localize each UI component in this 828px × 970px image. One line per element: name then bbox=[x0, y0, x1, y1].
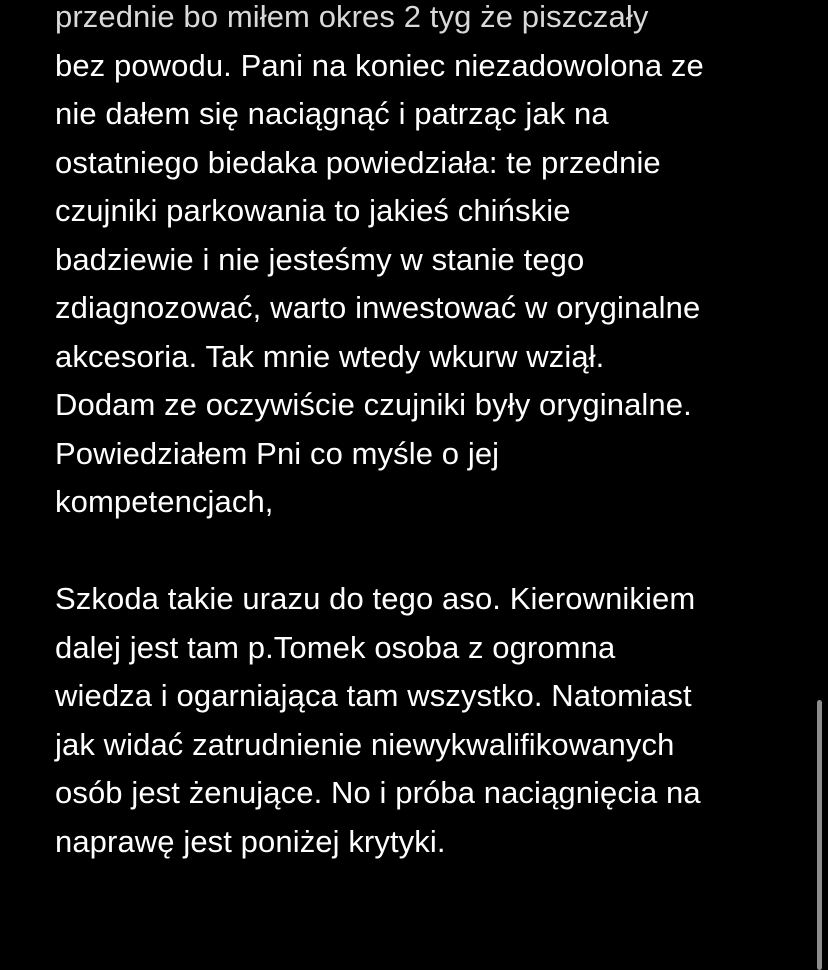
text-line: Szkoda takie urazu do tego aso. Kierownikiem bbox=[55, 581, 696, 616]
text-line: bez powodu. Pani na koniec niezadowolona ze bbox=[55, 47, 704, 83]
text-line: ostatniego biedaka powiedziała: te przednie bbox=[55, 144, 661, 180]
text-line: osób jest żenujące. No i próba naciągnięcia na bbox=[55, 775, 701, 810]
text-line: czujniki parkowania to jakieś chińskie bbox=[55, 193, 571, 228]
text-line: akcesoria. Tak mnie wtedy wkurw wziął. bbox=[55, 338, 605, 374]
review-text bbox=[55, 0, 795, 866]
vertical-scrollbar[interactable] bbox=[817, 700, 822, 970]
text-line: badziewie i nie jesteśmy w stanie tego bbox=[55, 241, 585, 277]
text-line: dalej jest tam p.Tomek osoba z ogromna bbox=[55, 629, 616, 665]
text-line: wiedza i ogarniająca tam wszystko. Natomiast bbox=[55, 678, 692, 713]
text-line: nie dałem się naciągnąć i patrząc jak na bbox=[55, 96, 609, 131]
text-line: naprawę jest poniżej krytyki. bbox=[55, 823, 446, 859]
text-line: Powiedziałem Pni co myśle o jej bbox=[55, 435, 500, 471]
paragraph-spacer bbox=[55, 527, 795, 576]
text-line: jak widać zatrudnienie niewykwalifikowanych bbox=[55, 726, 675, 762]
text-line: kompetencjach, bbox=[55, 484, 274, 519]
text-line: zdiagnozować, warto inwestować w oryginalne bbox=[55, 290, 701, 325]
text-line: Dodam ze oczywiście czujniki były oryginalne. bbox=[55, 387, 692, 422]
text-line: przednie bo miłem okres 2 tyg że piszczały bbox=[55, 0, 649, 34]
